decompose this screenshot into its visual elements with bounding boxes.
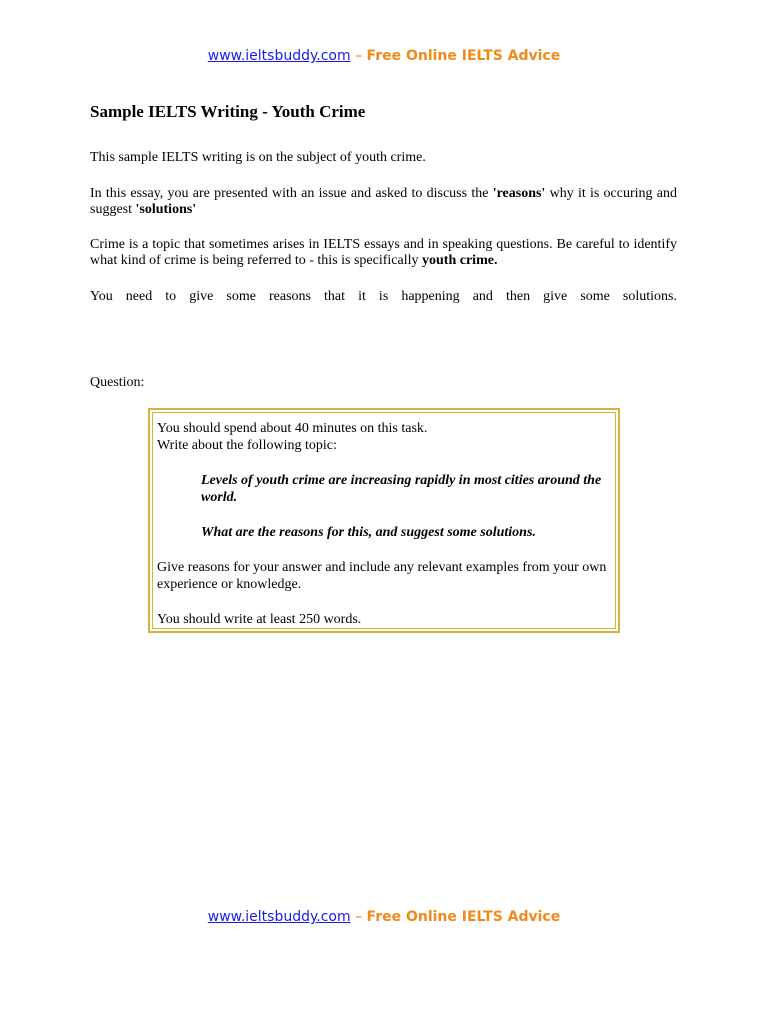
youth-crime-emphasis: youth crime. [422, 253, 498, 268]
header-banner [0, 47, 768, 65]
footer-tagline: Free Online IELTS Advice [366, 909, 561, 925]
intro-paragraph: This sample IELTS writing is on the subject of youth crime. [90, 150, 426, 165]
time-instruction: You should spend about 40 minutes on this task. [157, 421, 428, 436]
solutions-emphasis: 'solutions' [135, 202, 197, 217]
footer-site-link[interactable]: www.ieltsbuddy.com [207, 909, 351, 925]
essay-text-middle: why it is occuring and suggest [90, 186, 678, 217]
header-site-link[interactable]: www.ieltsbuddy.com [207, 48, 351, 64]
essay-paragraph [90, 186, 677, 218]
header-separator: – [355, 48, 363, 64]
footer-banner [0, 908, 768, 926]
topic-question: What are the reasons for this, and suggest some solutions. [201, 525, 536, 540]
footer-separator: – [355, 909, 363, 925]
page-title: Sample IELTS Writing - Youth Crime [90, 102, 366, 121]
reasons-paragraph: You need to give some reasons that it is happening and then give some solutions. [90, 289, 677, 304]
topic-instruction: Write about the following topic: [157, 438, 337, 453]
topic-statement: Levels of youth crime are increasing rapidly in most cities around the world. [201, 473, 602, 505]
task-box-inner [152, 412, 616, 629]
word-limit: You should write at least 250 words. [157, 612, 362, 627]
header-tagline: Free Online IELTS Advice [366, 48, 561, 64]
task-box [148, 408, 620, 633]
crime-paragraph [90, 237, 677, 269]
reasons-emphasis: 'reasons' [492, 186, 546, 201]
essay-text-start: In this essay, you are presented with an issue and asked to discuss the [90, 186, 493, 201]
question-label: Question: [90, 375, 145, 390]
answer-instruction: Give reasons for your answer and include any relevant examples from your own experience or knowledge. [157, 560, 607, 592]
crime-text: Crime is a topic that sometimes arises in IELTS essays and in speaking questions. Be careful to identify what kind of crime is being referred to - this is specifically [90, 237, 677, 268]
